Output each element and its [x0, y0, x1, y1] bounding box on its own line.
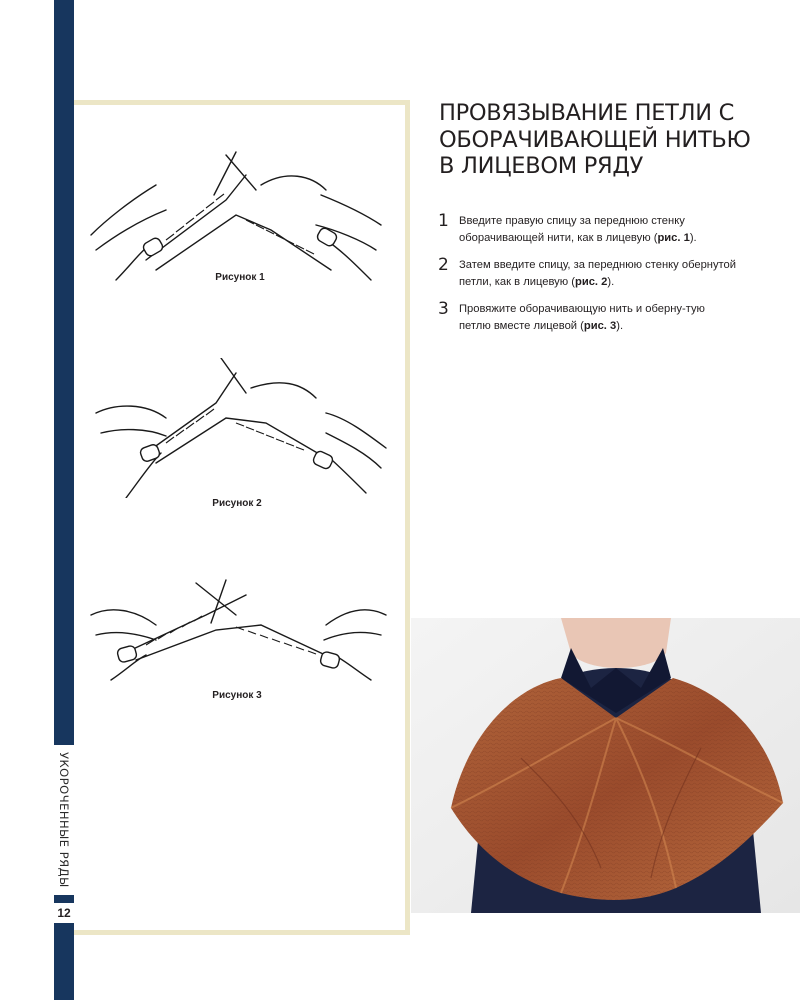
step-item — [438, 257, 738, 291]
step-number: 2 — [438, 255, 449, 275]
figure-3-illustration — [86, 575, 396, 695]
section-title — [54, 745, 74, 895]
figure-reference: рис. 3 — [583, 320, 617, 332]
figure-2-illustration — [86, 358, 396, 498]
figure-1-illustration — [86, 150, 396, 290]
figure-2-caption: Рисунок 2 — [212, 498, 262, 509]
step-item — [438, 301, 738, 335]
step-text: Введите правую спицу за переднюю стенку оборачивающей нити, как в лицевую (рис. 1). — [459, 215, 697, 244]
shawl-photo — [411, 618, 800, 913]
figure-reference: рис. 1 — [657, 232, 690, 244]
page-heading: ПРОВЯЗЫВАНИЕ ПЕТЛИ С ОБОРАЧИВАЮЩЕЙ НИТЬЮ В ЛИЦЕВОМ РЯДУ — [439, 100, 751, 179]
step-text: Провяжите оборачивающую нить и оберну-тую петлю вместе лицевой (рис. 3). — [459, 303, 705, 332]
figure-3-caption: Рисунок 3 — [212, 690, 262, 701]
step-number: 1 — [438, 211, 449, 231]
step-text: Затем введите спицу, за переднюю стенку обернутой петли, как в лицевую (рис. 2). — [459, 259, 737, 288]
steps-list — [438, 213, 738, 345]
figure-reference: рис. 2 — [575, 276, 608, 288]
step-number: 3 — [438, 299, 449, 319]
step-item — [438, 213, 738, 247]
figure-1-caption: Рисунок 1 — [215, 272, 265, 283]
page-number: 12 — [54, 903, 74, 923]
section-title-text: УКОРОЧЕННЫЕ РЯДЫ — [57, 752, 71, 888]
